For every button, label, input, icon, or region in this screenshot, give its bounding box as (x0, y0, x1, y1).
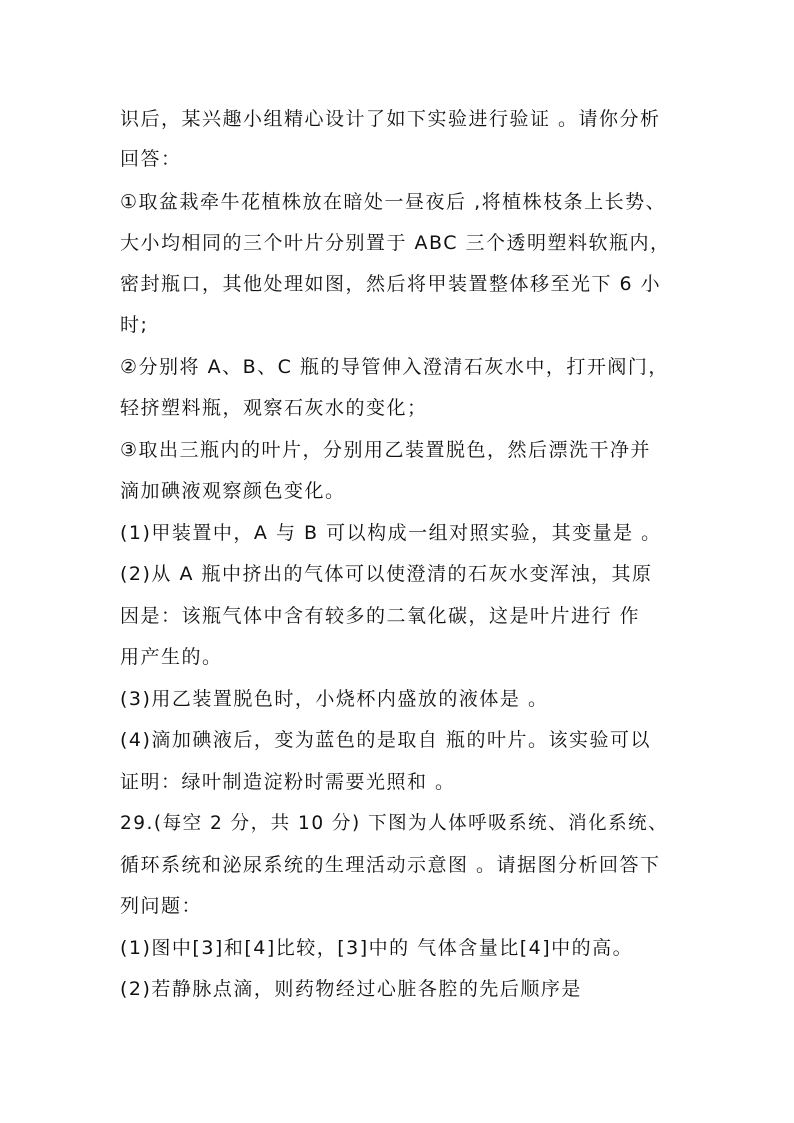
text-line: 循环系统和泌尿系统的生理活动示意图 。请据图分析回答下 (120, 854, 661, 876)
text-line: ①取盆栽牵牛花植株放在暗处一昼夜后 ,将植株枝条上长势、 (120, 191, 667, 213)
text-line: (1)甲装置中，A 与 B 可以构成一组对照实验，其变量是 。 (120, 522, 662, 544)
text-line: 列问题： (120, 895, 203, 917)
text-line: ②分别将 A、B、C 瓶的导管伸入澄清石灰水中，打开阀门， (120, 356, 669, 378)
text-line: 时; (120, 314, 149, 336)
text-line: (2)从 A 瓶中挤出的气体可以使澄清的石灰水变浑浊，其原 (120, 563, 653, 585)
text-line: 证明：绿叶制造淀粉时需要光照和 。 (120, 771, 456, 793)
text-line: 滴加碘液观察颜色变化。 (120, 480, 346, 502)
text-line: (4)滴加碘液后，变为蓝色的是取自 瓶的叶片。该实验可以 (120, 729, 651, 751)
text-line: ③取出三瓶内的叶片，分别用乙装置脱色，然后漂洗干净并 (120, 439, 652, 461)
text-line: 识后，某兴趣小组精心设计了如下实验进行验证 。请你分析 (120, 108, 661, 130)
text-line: 密封瓶口，其他处理如图，然后将甲装置整体移至光下 6 小 (120, 273, 662, 295)
text-line: 29.(每空 2 分，共 10 分) 下图为人体呼吸系统、消化系统、 (120, 813, 669, 834)
text-line: (1)图中[3]和[4]比较，[3]中的 气体含量比[4]中的高。 (120, 937, 634, 959)
text-line: (3)用乙装置脱色时，小烧杯内盛放的液体是 。 (120, 688, 549, 710)
text-line: 大小均相同的三个叶片分别置于 ABC 三个透明塑料软瓶内， (120, 232, 671, 254)
text-line: (2)若静脉点滴，则药物经过心脏各腔的先后顺序是 (120, 978, 582, 1000)
text-line: 因是：该瓶气体中含有较多的二氧化碳，这是叶片进行 作 (120, 605, 641, 627)
text-line: 轻挤塑料瓶，观察石灰水的变化； (120, 397, 428, 419)
text-line: 用产生的。 (120, 646, 223, 668)
text-line: 回答： (120, 148, 182, 170)
